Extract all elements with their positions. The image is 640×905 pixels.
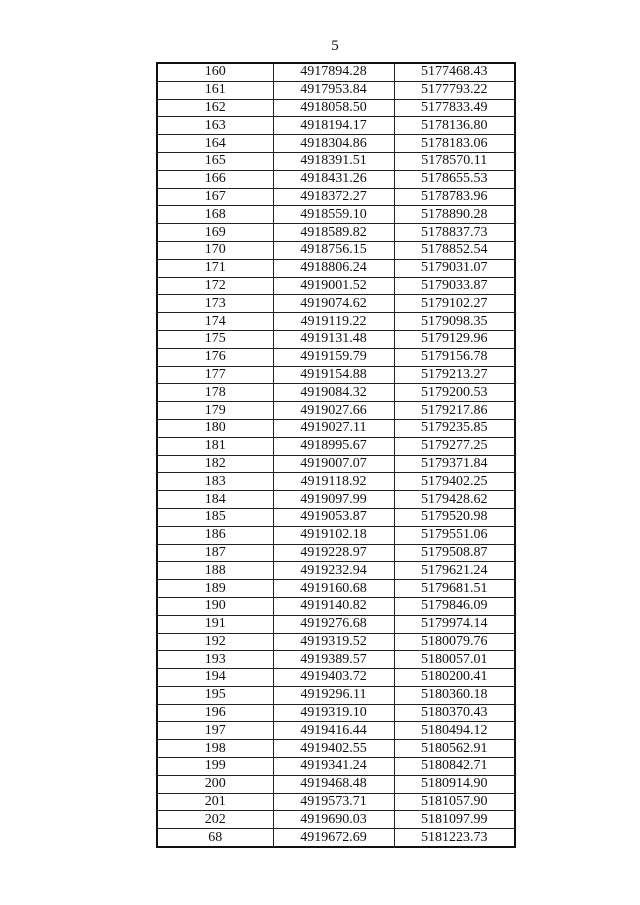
table-row	[157, 259, 515, 277]
point-number-cell: 201	[157, 793, 273, 811]
x-coordinate-cell: 4918194.17	[273, 117, 394, 135]
y-coordinate-cell: 5179846.09	[394, 597, 515, 615]
table-row	[157, 152, 515, 170]
point-number-cell: 202	[157, 811, 273, 829]
x-coordinate-cell: 4919160.68	[273, 580, 394, 598]
x-coordinate-cell: 4919140.82	[273, 597, 394, 615]
point-number-cell: 68	[157, 829, 273, 847]
x-coordinate-cell: 4919228.97	[273, 544, 394, 562]
y-coordinate-cell: 5179033.87	[394, 277, 515, 295]
x-coordinate-cell: 4918372.27	[273, 188, 394, 206]
x-coordinate-cell: 4918756.15	[273, 241, 394, 259]
y-coordinate-cell: 5179371.84	[394, 455, 515, 473]
table-row	[157, 722, 515, 740]
point-number-cell: 174	[157, 313, 273, 331]
x-coordinate-cell: 4919027.11	[273, 419, 394, 437]
point-number-cell: 182	[157, 455, 273, 473]
point-number-cell: 199	[157, 758, 273, 776]
y-coordinate-cell: 5180057.01	[394, 651, 515, 669]
x-coordinate-cell: 4919403.72	[273, 669, 394, 687]
table-row	[157, 473, 515, 491]
point-number-cell: 168	[157, 206, 273, 224]
x-coordinate-cell: 4919319.52	[273, 633, 394, 651]
table-row	[157, 580, 515, 598]
y-coordinate-cell: 5178852.54	[394, 241, 515, 259]
table-row	[157, 206, 515, 224]
table-row	[157, 295, 515, 313]
table-row	[157, 419, 515, 437]
table-row	[157, 117, 515, 135]
y-coordinate-cell: 5178890.28	[394, 206, 515, 224]
x-coordinate-cell: 4919276.68	[273, 615, 394, 633]
x-coordinate-cell: 4917894.28	[273, 63, 394, 81]
y-coordinate-cell: 5179213.27	[394, 366, 515, 384]
x-coordinate-cell: 4918304.86	[273, 135, 394, 153]
x-coordinate-cell: 4919319.10	[273, 704, 394, 722]
table-row	[157, 455, 515, 473]
point-number-cell: 190	[157, 597, 273, 615]
y-coordinate-cell: 5180200.41	[394, 669, 515, 687]
y-coordinate-cell: 5178837.73	[394, 224, 515, 242]
x-coordinate-cell: 4919296.11	[273, 686, 394, 704]
point-number-cell: 184	[157, 491, 273, 509]
table-row	[157, 633, 515, 651]
y-coordinate-cell: 5179520.98	[394, 508, 515, 526]
point-number-cell: 179	[157, 402, 273, 420]
table-row	[157, 366, 515, 384]
x-coordinate-cell: 4919027.66	[273, 402, 394, 420]
point-number-cell: 195	[157, 686, 273, 704]
y-coordinate-cell: 5178570.11	[394, 152, 515, 170]
table-row	[157, 758, 515, 776]
y-coordinate-cell: 5177468.43	[394, 63, 515, 81]
point-number-cell: 160	[157, 63, 273, 81]
y-coordinate-cell: 5179217.86	[394, 402, 515, 420]
point-number-cell: 196	[157, 704, 273, 722]
point-number-cell: 175	[157, 330, 273, 348]
point-number-cell: 180	[157, 419, 273, 437]
y-coordinate-cell: 5179681.51	[394, 580, 515, 598]
table-row	[157, 544, 515, 562]
point-number-cell: 193	[157, 651, 273, 669]
point-number-cell: 192	[157, 633, 273, 651]
point-number-cell: 178	[157, 384, 273, 402]
x-coordinate-cell: 4919389.57	[273, 651, 394, 669]
point-number-cell: 188	[157, 562, 273, 580]
x-coordinate-cell: 4919154.88	[273, 366, 394, 384]
point-number-cell: 185	[157, 508, 273, 526]
table-row	[157, 811, 515, 829]
table-row	[157, 277, 515, 295]
point-number-cell: 181	[157, 437, 273, 455]
coordinates-table-body	[157, 63, 515, 847]
y-coordinate-cell: 5178136.80	[394, 117, 515, 135]
table-row	[157, 526, 515, 544]
point-number-cell: 177	[157, 366, 273, 384]
table-row	[157, 384, 515, 402]
y-coordinate-cell: 5180494.12	[394, 722, 515, 740]
table-row	[157, 508, 515, 526]
point-number-cell: 162	[157, 99, 273, 117]
point-number-cell: 191	[157, 615, 273, 633]
table-row	[157, 651, 515, 669]
point-number-cell: 165	[157, 152, 273, 170]
point-number-cell: 167	[157, 188, 273, 206]
table-row	[157, 562, 515, 580]
x-coordinate-cell: 4919007.07	[273, 455, 394, 473]
table-row	[157, 99, 515, 117]
y-coordinate-cell: 5179156.78	[394, 348, 515, 366]
x-coordinate-cell: 4919053.87	[273, 508, 394, 526]
point-number-cell: 161	[157, 81, 273, 99]
point-number-cell: 169	[157, 224, 273, 242]
x-coordinate-cell: 4919097.99	[273, 491, 394, 509]
x-coordinate-cell: 4918806.24	[273, 259, 394, 277]
x-coordinate-cell: 4919468.48	[273, 775, 394, 793]
x-coordinate-cell: 4918995.67	[273, 437, 394, 455]
table-row	[157, 135, 515, 153]
point-number-cell: 189	[157, 580, 273, 598]
y-coordinate-cell: 5181223.73	[394, 829, 515, 847]
x-coordinate-cell: 4918058.50	[273, 99, 394, 117]
point-number-cell: 176	[157, 348, 273, 366]
x-coordinate-cell: 4918391.51	[273, 152, 394, 170]
table-row	[157, 348, 515, 366]
x-coordinate-cell: 4919084.32	[273, 384, 394, 402]
table-row	[157, 224, 515, 242]
x-coordinate-cell: 4918431.26	[273, 170, 394, 188]
y-coordinate-cell: 5180562.91	[394, 740, 515, 758]
point-number-cell: 200	[157, 775, 273, 793]
y-coordinate-cell: 5179277.25	[394, 437, 515, 455]
point-number-cell: 163	[157, 117, 273, 135]
y-coordinate-cell: 5177793.22	[394, 81, 515, 99]
x-coordinate-cell: 4918589.82	[273, 224, 394, 242]
x-coordinate-cell: 4919131.48	[273, 330, 394, 348]
table-row	[157, 686, 515, 704]
table-row	[157, 740, 515, 758]
x-coordinate-cell: 4919402.55	[273, 740, 394, 758]
x-coordinate-cell: 4918559.10	[273, 206, 394, 224]
table-row	[157, 793, 515, 811]
table-row	[157, 313, 515, 331]
table-row	[157, 241, 515, 259]
point-number-cell: 187	[157, 544, 273, 562]
x-coordinate-cell: 4919232.94	[273, 562, 394, 580]
x-coordinate-cell: 4919119.22	[273, 313, 394, 331]
x-coordinate-cell: 4917953.84	[273, 81, 394, 99]
y-coordinate-cell: 5179200.53	[394, 384, 515, 402]
table-row	[157, 597, 515, 615]
table-row	[157, 402, 515, 420]
coordinates-table	[156, 62, 516, 848]
x-coordinate-cell: 4919118.92	[273, 473, 394, 491]
point-number-cell: 186	[157, 526, 273, 544]
y-coordinate-cell: 5179235.85	[394, 419, 515, 437]
point-number-cell: 171	[157, 259, 273, 277]
x-coordinate-cell: 4919102.18	[273, 526, 394, 544]
y-coordinate-cell: 5179621.24	[394, 562, 515, 580]
table-row	[157, 829, 515, 847]
point-number-cell: 198	[157, 740, 273, 758]
y-coordinate-cell: 5180914.90	[394, 775, 515, 793]
y-coordinate-cell: 5177833.49	[394, 99, 515, 117]
y-coordinate-cell: 5179428.62	[394, 491, 515, 509]
point-number-cell: 166	[157, 170, 273, 188]
y-coordinate-cell: 5179129.96	[394, 330, 515, 348]
y-coordinate-cell: 5179102.27	[394, 295, 515, 313]
table-row	[157, 437, 515, 455]
point-number-cell: 173	[157, 295, 273, 313]
y-coordinate-cell: 5181057.90	[394, 793, 515, 811]
table-row	[157, 615, 515, 633]
y-coordinate-cell: 5181097.99	[394, 811, 515, 829]
x-coordinate-cell: 4919416.44	[273, 722, 394, 740]
x-coordinate-cell: 4919001.52	[273, 277, 394, 295]
table-row	[157, 775, 515, 793]
y-coordinate-cell: 5179974.14	[394, 615, 515, 633]
y-coordinate-cell: 5179402.25	[394, 473, 515, 491]
table-row	[157, 704, 515, 722]
point-number-cell: 170	[157, 241, 273, 259]
page-number: 5	[331, 38, 339, 54]
y-coordinate-cell: 5180360.18	[394, 686, 515, 704]
y-coordinate-cell: 5179551.06	[394, 526, 515, 544]
y-coordinate-cell: 5180370.43	[394, 704, 515, 722]
point-number-cell: 172	[157, 277, 273, 295]
x-coordinate-cell: 4919159.79	[273, 348, 394, 366]
y-coordinate-cell: 5179098.35	[394, 313, 515, 331]
y-coordinate-cell: 5180842.71	[394, 758, 515, 776]
table-row	[157, 170, 515, 188]
y-coordinate-cell: 5179508.87	[394, 544, 515, 562]
y-coordinate-cell: 5178783.96	[394, 188, 515, 206]
point-number-cell: 183	[157, 473, 273, 491]
x-coordinate-cell: 4919573.71	[273, 793, 394, 811]
y-coordinate-cell: 5179031.07	[394, 259, 515, 277]
point-number-cell: 197	[157, 722, 273, 740]
y-coordinate-cell: 5180079.76	[394, 633, 515, 651]
point-number-cell: 194	[157, 669, 273, 687]
x-coordinate-cell: 4919672.69	[273, 829, 394, 847]
table-row	[157, 669, 515, 687]
table-row	[157, 330, 515, 348]
x-coordinate-cell: 4919690.03	[273, 811, 394, 829]
y-coordinate-cell: 5178183.06	[394, 135, 515, 153]
x-coordinate-cell: 4919341.24	[273, 758, 394, 776]
y-coordinate-cell: 5178655.53	[394, 170, 515, 188]
table-row	[157, 188, 515, 206]
table-row	[157, 491, 515, 509]
table-row	[157, 63, 515, 81]
x-coordinate-cell: 4919074.62	[273, 295, 394, 313]
table-row	[157, 81, 515, 99]
point-number-cell: 164	[157, 135, 273, 153]
